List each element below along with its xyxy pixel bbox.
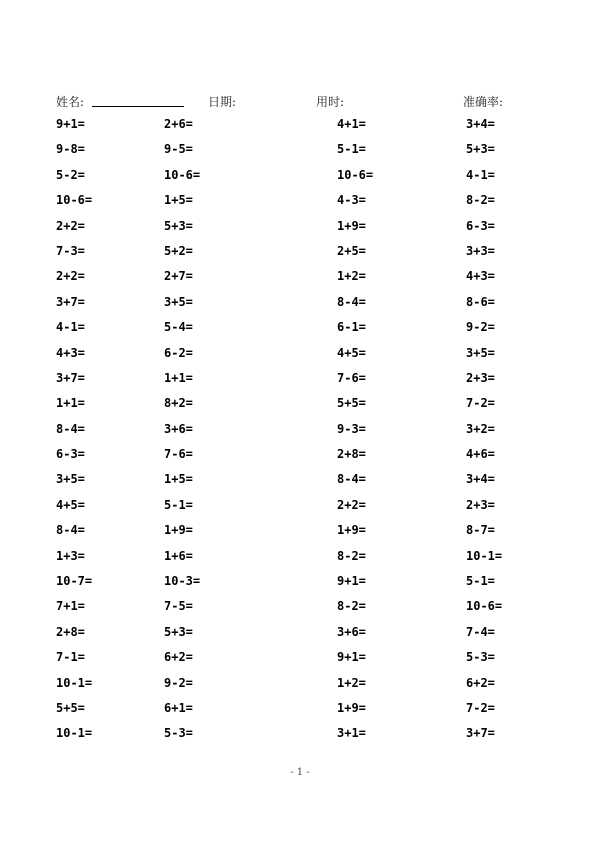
math-problem: 7-5= [164, 599, 193, 614]
math-problem: 8-7= [466, 523, 495, 538]
math-problem: 2+6= [164, 117, 193, 131]
math-problem: 3+7= [56, 370, 85, 385]
math-problem: 1+6= [164, 548, 193, 563]
math-problem: 1+9= [337, 700, 366, 715]
math-problem: 9-2= [164, 675, 193, 690]
math-problem: 3+7= [466, 726, 495, 741]
math-problem: 6+1= [164, 700, 193, 715]
name-label: 姓名: [56, 95, 85, 109]
math-problem: 8-2= [337, 548, 366, 563]
math-problem: 2+2= [337, 497, 366, 512]
math-problem: 5-1= [164, 497, 193, 512]
math-problem: 10-3= [164, 574, 201, 589]
page-number: - 1 - [290, 767, 310, 778]
math-problem: 1+1= [56, 396, 85, 411]
math-problem: 2+3= [466, 370, 495, 385]
math-problem: 3+6= [337, 624, 366, 639]
math-problem: 7-6= [164, 447, 193, 462]
math-problem: 3+5= [164, 294, 193, 309]
math-problem: 1+5= [164, 472, 193, 487]
math-problem: 10-1= [56, 726, 93, 741]
math-problem: 4+5= [56, 497, 85, 512]
math-problem: 5+5= [337, 396, 366, 411]
math-problem: 7+1= [56, 599, 85, 614]
problem-column-3 [337, 116, 373, 751]
math-problem: 2+8= [337, 447, 366, 462]
math-problem: 5-3= [466, 650, 495, 665]
math-problem: 4+5= [337, 345, 366, 360]
math-problem: 9-3= [337, 421, 366, 436]
math-problem: 4+6= [466, 447, 495, 462]
math-problem: 9-5= [164, 142, 193, 157]
math-problem: 5-1= [466, 574, 495, 589]
math-problem: 8-4= [56, 421, 85, 436]
math-problem: 3+5= [466, 345, 495, 360]
math-problem: 1+5= [164, 193, 193, 208]
math-problem: 8+2= [164, 396, 193, 411]
math-problem: 4-1= [56, 320, 85, 335]
math-problem: 7-6= [337, 370, 366, 385]
math-problem: 8-6= [466, 294, 495, 309]
math-problem: 10-6= [164, 167, 201, 182]
math-problem: 7-2= [466, 700, 495, 715]
math-problem: 1+2= [337, 269, 366, 284]
math-problem: 9-2= [466, 320, 495, 335]
problem-column-2 [164, 116, 200, 751]
math-problem: 2+8= [56, 624, 85, 639]
math-problem: 5-4= [164, 320, 193, 335]
math-problem: 5+5= [56, 700, 85, 715]
math-problem: 9+1= [337, 650, 366, 665]
math-problem: 4+3= [56, 345, 85, 360]
math-problem: 3+6= [164, 421, 193, 436]
math-problem: 5-1= [337, 142, 366, 157]
math-problem: 1+3= [56, 548, 85, 563]
math-problem: 1+2= [337, 675, 366, 690]
math-problem: 5+3= [164, 218, 193, 233]
math-problem: 1+1= [164, 370, 193, 385]
problem-column-1 [56, 116, 92, 751]
math-problem: 6-2= [164, 345, 193, 360]
math-problem: 10-1= [466, 548, 503, 563]
math-problem: 5+2= [164, 243, 193, 258]
math-problem: 3+2= [466, 421, 495, 436]
math-problem: 7-2= [466, 396, 495, 411]
math-problem: 5-2= [56, 167, 85, 182]
math-problem: 9-8= [56, 142, 85, 157]
math-problem: 3+5= [56, 472, 85, 487]
math-problem: 9+1= [56, 117, 85, 131]
math-problem: 10-1= [56, 675, 93, 690]
math-problem: 6-3= [56, 447, 85, 462]
math-problem: 3+3= [466, 243, 495, 258]
math-problem: 2+2= [56, 218, 85, 233]
math-problem: 1+9= [337, 523, 366, 538]
math-problem: 1+9= [164, 523, 193, 538]
math-problem: 8-4= [337, 472, 366, 487]
math-problem: 4-3= [337, 193, 366, 208]
math-problem: 10-6= [466, 599, 503, 614]
math-problem: 1+9= [337, 218, 366, 233]
math-problem: 4-1= [466, 167, 495, 182]
date-label: 日期: [208, 95, 237, 109]
math-problem: 7-1= [56, 650, 85, 665]
math-problem: 9+1= [337, 574, 366, 589]
math-problem: 2+7= [164, 269, 193, 284]
math-problem: 5+3= [466, 142, 495, 157]
math-problem: 10-6= [56, 193, 93, 208]
math-problem: 5+3= [164, 624, 193, 639]
math-problem: 8-2= [466, 193, 495, 208]
math-problem: 6-1= [337, 320, 366, 335]
math-problem: 6+2= [466, 675, 495, 690]
name-blank-line [92, 106, 184, 107]
math-problem: 4+1= [337, 117, 366, 131]
math-problem: 8-2= [337, 599, 366, 614]
math-problem: 10-7= [56, 574, 93, 589]
math-problem: 2+3= [466, 497, 495, 512]
math-problem: 5-3= [164, 726, 193, 741]
problem-column-4 [466, 116, 502, 751]
math-problem: 2+5= [337, 243, 366, 258]
math-problem: 4+3= [466, 269, 495, 284]
math-problem: 3+4= [466, 117, 495, 131]
math-problem: 2+2= [56, 269, 85, 284]
math-problem: 8-4= [56, 523, 85, 538]
accuracy-label: 准确率: [463, 95, 504, 109]
math-problem: 3+4= [466, 472, 495, 487]
math-problem: 3+1= [337, 726, 366, 741]
math-problem: 6-3= [466, 218, 495, 233]
math-problem: 10-6= [337, 167, 374, 182]
time-label: 用时: [316, 95, 345, 109]
math-problem: 7-4= [466, 624, 495, 639]
math-problem: 6+2= [164, 650, 193, 665]
math-problem: 7-3= [56, 243, 85, 258]
math-problem: 8-4= [337, 294, 366, 309]
math-problem: 3+7= [56, 294, 85, 309]
